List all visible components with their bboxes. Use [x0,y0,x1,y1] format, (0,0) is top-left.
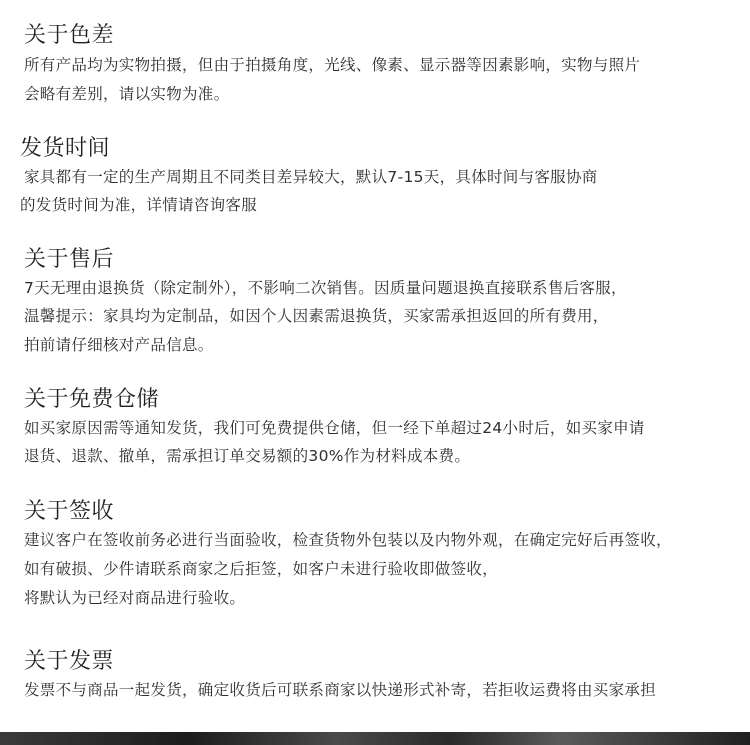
section-line: 退货、退款、撤单，需承担订单交易额的30%作为材料成本费。 [24,447,471,465]
section-line: 温馨提示：家具均为定制品，如因个人因素需退换货，买家需承担返回的所有费用， [24,307,609,325]
section-line: 拍前请仔细核对产品信息。 [24,336,214,354]
section-title: 关于售后 [24,247,115,272]
section-title: 关于签收 [24,499,115,524]
section-line: 会略有差别，请以实物为准。 [24,85,230,103]
bottom-photo-strip [0,732,750,745]
section-title: 关于免费仓储 [24,387,160,412]
section-line: 如买家原因需等通知发货，我们可免费提供仓储，但一经下单超过24小时后，如买家申请 [24,419,645,437]
section-line: 家具都有一定的生产周期且不同类目差异较大，默认7-15天，具体时间与客服协商 [24,168,598,186]
section-line: 将默认为已经对商品进行验收。 [24,589,246,607]
section-title: 关于色差 [24,23,115,48]
section-title: 关于发票 [24,649,115,674]
section-line: 7天无理由退换货（除定制外），不影响二次销售。因质量问题退换直接联系售后客服， [24,279,627,297]
section-line: 建议客户在签收前务必进行当面验收，检查货物外包装以及内物外观，在确定完好后再签收， [24,531,672,549]
section-line: 的发货时间为准，详情请咨询客服 [20,196,258,214]
section-line: 如有破损、少件请联系商家之后拒签，如客户未进行验收即做签收， [24,560,499,578]
section-line: 发票不与商品一起发货，确定收货后可联系商家以快递形式补寄，若拒收运费将由买家承担 [24,681,657,699]
section-line: 所有产品均为实物拍摄，但由于拍摄角度，光线、像素、显示器等因素影响，实物与照片 [24,56,641,74]
section-title: 发货时间 [20,136,111,161]
